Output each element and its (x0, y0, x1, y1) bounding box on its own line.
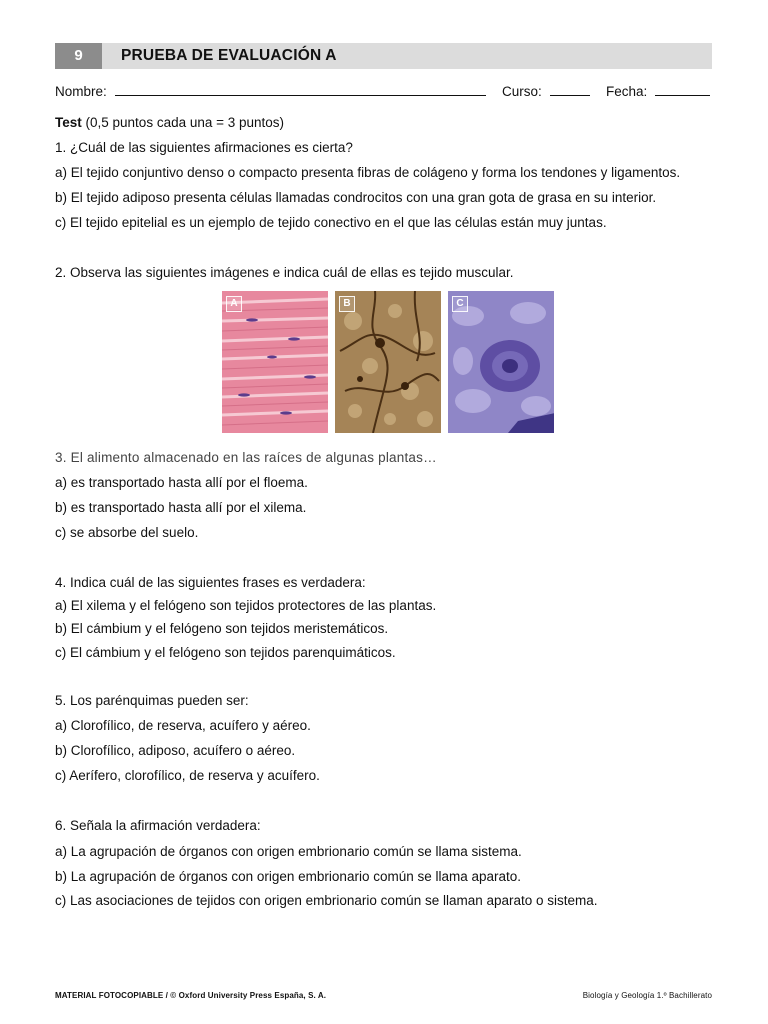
q4-option-c[interactable]: c) El cámbium y el felógeno son tejidos parenquimáticos. (55, 645, 396, 660)
nombre-label: Nombre: (55, 84, 107, 99)
page-title: PRUEBA DE EVALUACIÓN A (121, 47, 337, 64)
nombre-field[interactable] (55, 83, 486, 99)
page-header (55, 43, 712, 69)
unit-number: 9 (55, 43, 102, 69)
q5-option-b[interactable]: b) Clorofílico, adiposo, acuífero o aéreo. (55, 743, 296, 758)
cartilage-tissue-image (448, 291, 554, 433)
question-2: 2. Observa las siguientes imágenes e indica cuál de ellas es tejido muscular. (55, 265, 514, 280)
q3-option-a[interactable]: a) es transportado hasta allí por el floema. (55, 475, 308, 490)
q1-option-a[interactable]: a) El tejido conjuntivo denso o compacto presenta fibras de colágeno y forma los tendones y ligamentos. (55, 165, 681, 180)
footer-right (583, 991, 712, 1000)
q3-option-c[interactable]: c) se absorbe del suelo. (55, 525, 199, 540)
q4-option-a[interactable]: a) El xilema y el felógeno son tejidos protectores de las plantas. (55, 598, 437, 613)
tissue-image-a[interactable] (222, 291, 328, 433)
curso-field[interactable] (502, 83, 590, 99)
tissue-images (222, 291, 555, 433)
q5-option-c[interactable]: c) Aerífero, clorofílico, de reserva y acuífero. (55, 768, 320, 783)
question-1: 1. ¿Cuál de las siguientes afirmaciones es cierta? (55, 140, 353, 155)
curso-label: Curso: (502, 84, 542, 99)
image-label-c: C (452, 296, 468, 312)
q1-option-b[interactable]: b) El tejido adiposo presenta células llamadas condrocitos con una gran gota de grasa en su interior. (55, 190, 657, 205)
test-title: Test (55, 115, 82, 130)
question-5: 5. Los parénquimas pueden ser: (55, 693, 249, 708)
fecha-field[interactable] (606, 83, 710, 99)
question-6: 6. Señala la afirmación verdadera: (55, 818, 261, 833)
tissue-image-c[interactable] (448, 291, 554, 433)
footer-course: Biología y Geología 1.º Bachillerato (582, 991, 712, 1000)
q3-option-b[interactable]: b) es transportado hasta allí por el xilema. (55, 500, 307, 515)
fecha-blank[interactable] (655, 83, 710, 96)
footer-left (55, 991, 326, 1000)
muscle-tissue-image (222, 291, 328, 433)
tissue-image-b[interactable] (335, 291, 441, 433)
image-label-b: B (339, 296, 355, 312)
footer-copyright: MATERIAL FOTOCOPIABLE / © Oxford University Press España, S. A. (55, 991, 327, 1000)
nombre-blank[interactable] (115, 83, 486, 96)
q6-option-b[interactable]: b) La agrupación de órganos con origen embrionario común se llama aparato. (55, 869, 522, 884)
question-3: 3. El alimento almacenado en las raíces de algunas plantas… (55, 450, 437, 465)
image-label-a: A (226, 296, 242, 312)
nerve-tissue-image (335, 291, 441, 433)
q6-option-a[interactable]: a) La agrupación de órganos con origen embrionario común se llama sistema. (55, 844, 522, 859)
q6-option-c[interactable]: c) Las asociaciones de tejidos con origen embrionario común se llaman aparato o sistema. (55, 893, 598, 908)
curso-blank[interactable] (550, 83, 590, 96)
question-4: 4. Indica cuál de las siguientes frases es verdadera: (55, 575, 366, 590)
test-heading (55, 115, 284, 130)
fecha-label: Fecha: (606, 84, 648, 99)
test-scoring: (0,5 puntos cada una = 3 puntos) (81, 115, 285, 130)
q5-option-a[interactable]: a) Clorofílico, de reserva, acuífero y aéreo. (55, 718, 311, 733)
q4-option-b[interactable]: b) El cámbium y el felógeno son tejidos meristemáticos. (55, 621, 389, 636)
q1-option-c[interactable]: c) El tejido epitelial es un ejemplo de tejido conectivo en el que las células están muy juntas. (55, 215, 607, 230)
